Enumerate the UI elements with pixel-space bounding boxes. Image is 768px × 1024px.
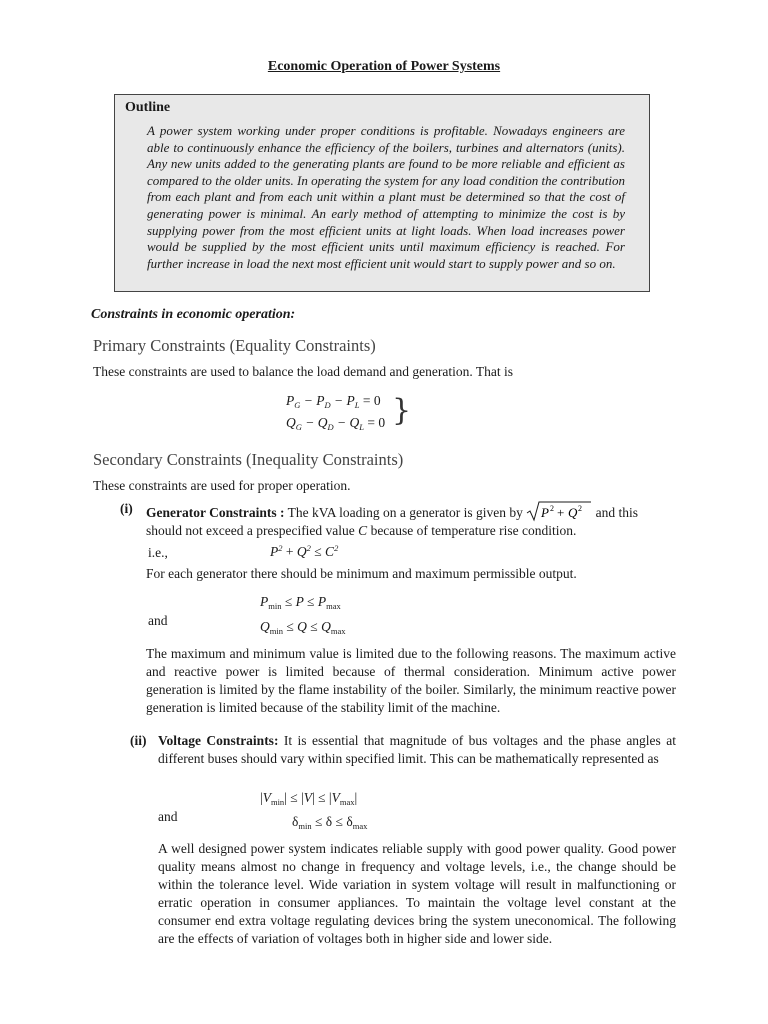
volt-number: (ii) [130,733,147,748]
constraints-heading: Constraints in economic operation: [91,307,296,322]
equation-q-balance: $Q_G - Q_D - Q_L = 0$ [286,415,386,432]
equation-v-limits: $|V_{min}| \le |V| \le |V_{max}|$ [260,790,358,807]
equation-p-balance: $P_G - P_D - P_L = 0$ [286,393,381,410]
gen-line2: should not exceed a prespecified value C because of temperature rise condition. [146,523,577,538]
volt-and: and [158,809,178,824]
outline-box [114,94,650,292]
equation-kva-limit: $P^2 + Q^2 \le C^2$ [270,543,339,559]
gen-reasons: The maximum and minimum value is limited due to the following reasons. The maximum active and reactive power is limited because of thermal consideration. Minimum active power generation is limited by the flame instability of the boiler. Similarly, the minimum reactive power generation is limited because of the stability limit of the machine. [146,646,676,715]
secondary-intro: These constraints are used for proper operation. [93,478,351,493]
equation-q-limits: $Q_{min} \le Q \le Q_{max}$ [260,619,346,636]
gen-and: and [148,613,168,628]
outline-text: A power system working under proper conditions is profitable. Nowadays engineers are able to continuously enhance the efficiency of the boilers, turbines and alternators (units). Any new units added to the generating plants are found to be more reliable and efficient as compared to the older units. In operating the system for any load condition the contribution from each plant and from each unit within a plant must be determined so that the cost of generating power is minimal. An early method of attempting to minimize the cost is by supplying power from the most efficient units at light loads. When load increases power would be supplied by the most efficient units until maximum efficiency is reached. For further increase in load the next most efficient unit would start to supply power and so on. [147,123,625,271]
svg-text:2: 2 [578,504,583,513]
right-brace-icon: } [392,393,412,428]
primary-heading: Primary Constraints (Equality Constraints) [93,336,376,355]
gen-for-each: For each generator there should be minimum and maximum permissible output. [146,566,577,581]
volt-text: Voltage Constraints: It is essential that magnitude of bus voltages and the phase angles at different buses should vary within specified limit. This can be mathematically represented as [158,733,676,766]
equation-delta-limits: $\delta_{min} \le \delta \le \delta_{max}$ [292,814,368,831]
square-root-icon [526,500,592,522]
primary-intro: These constraints are used to balance the load demand and generation. That is [93,364,513,379]
svg-text:P: P [541,505,550,520]
page-title: Economic Operation of Power Systems [267,59,501,74]
gen-number: (i) [120,501,133,516]
gen-line1: Generator Constraints : The kVA loading on a generator is given by P 2 + Q 2 and this [146,500,638,522]
ie-label: i.e., [148,545,168,560]
equation-p-limits: $P_{min} \le P \le P_{max}$ [260,594,341,611]
outline-heading: Outline [125,100,171,115]
svg-text:Q: Q [568,505,578,520]
svg-text:2: 2 [550,504,555,513]
svg-text:+: + [557,505,565,520]
secondary-heading: Secondary Constraints (Inequality Constraints) [93,450,404,469]
volt-quality: A well designed power system indicates reliable supply with good power quality. Good power quality means almost no change in frequency and voltage levels, i.e., the change should be within the tolerance level. Wide variation in system voltage will result in malfunctioning or erratic operation in consumer appliances. To maintain the voltage level constant at the consumer end extra voltage regulating devices bring the system uneconomical. The following are the effects of variation of voltages both in higher side and lower side. [158,841,676,946]
